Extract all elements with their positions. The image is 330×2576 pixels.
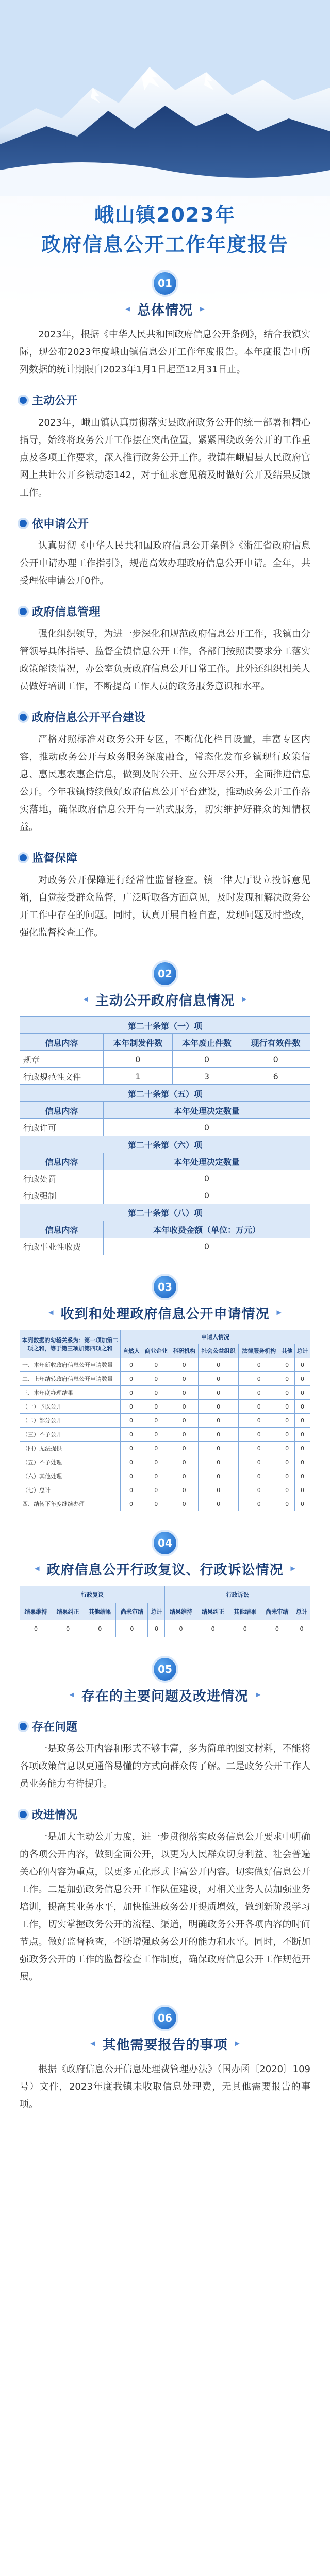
table-review-litigation	[0, 1586, 330, 1637]
table-cell: 本年处理决定数量	[104, 1153, 310, 1170]
table-cell: 0	[279, 1497, 295, 1511]
table-cell: 其他结果	[84, 1603, 116, 1620]
table-cell: 0	[121, 1358, 142, 1372]
table-row	[20, 1400, 310, 1414]
table-cell: 0	[279, 1455, 295, 1469]
table-cell: 0	[295, 1455, 310, 1469]
table-row	[20, 1238, 310, 1255]
triangle-icon: ▶	[200, 304, 205, 312]
table-row	[20, 1330, 310, 1344]
table-cell: 总计	[295, 1344, 310, 1358]
subhead-platform-building: 政府信息公开平台建设	[20, 709, 310, 725]
triangle-icon: ◀	[90, 2039, 95, 2047]
table-cell: 科研机构	[170, 1344, 198, 1358]
table-cell: 0	[170, 1455, 198, 1469]
table-cell: 0	[170, 1483, 198, 1497]
table-cell: 0	[198, 1428, 239, 1442]
table-cell: 尚未审结	[116, 1603, 148, 1620]
table-cell: （五）不予处理	[20, 1455, 121, 1469]
table-cell: 0	[239, 1455, 279, 1469]
section-title: 其他需要报告的事项	[102, 2038, 228, 2053]
triangle-icon: ◀	[69, 1690, 74, 1698]
table-row	[20, 1414, 310, 1428]
table-cell: 0	[170, 1386, 198, 1400]
table-cell: 尚未审结	[261, 1603, 293, 1620]
paragraph: 强化组织领导，为进一步深化和规范政府信息公开工作，我镇由分管领导具体指导、监督全镇信息公开工作，各部门按照责要求分工落实政策解读情况，办公室负责政府信息公开日常工作。此外还组织相关人员做好培训工作，不断提高工作人员的政务服务意识和水平。	[20, 629, 310, 692]
table-row	[20, 1204, 310, 1221]
table-row	[20, 1085, 310, 1102]
table-row	[20, 1187, 310, 1204]
bullet-dot-icon	[20, 1723, 27, 1730]
section-02-header	[0, 959, 330, 1009]
paragraph: 根据《政府信息公开信息处理费管理办法》（国办函〔2020〕109号）文件，2023年度我镇未收取信息处理费，无其他需要报告的事项。	[20, 2064, 310, 2110]
table-cell: 规章	[20, 1051, 104, 1068]
section-title: 收到和处理政府信息公开申请情况	[60, 1307, 270, 1322]
intro-paragraph: 2023年，根据《中华人民共和国政府信息公开条例》，结合我镇实际，现公布2023年度峨山镇信息公开工作年度报告。本年度报告中所列数据的统计期限自2023年1月1日起至12月31日止。	[20, 329, 310, 375]
table-cell: 其他结果	[229, 1603, 261, 1620]
section-06-header	[0, 2004, 330, 2054]
table-cell: 0	[279, 1469, 295, 1483]
table-cell: 6	[241, 1068, 310, 1085]
report-title	[0, 196, 330, 260]
section-title: 政府信息公开行政复议、行政诉讼情况	[46, 1563, 284, 1578]
table-cell: 0	[170, 1414, 198, 1428]
table-cell: 0	[170, 1372, 198, 1386]
table-cell: 0	[142, 1442, 170, 1455]
table-cell: 0	[197, 1620, 229, 1637]
section-number-badge: 03	[151, 1273, 179, 1301]
table-cell: 信息内容	[20, 1102, 104, 1119]
mountain-banner	[0, 0, 330, 196]
table-cell: 0	[142, 1428, 170, 1442]
table-row	[20, 1170, 310, 1187]
table-cell: 0	[104, 1187, 310, 1204]
paragraph: 一是政务公开内容和形式不够丰富，多为简单的图文材料，不能将各项政策信息以更通俗易懂的方式向群众传了解。二是政务公开工作人员业务能力有待提升。	[20, 1743, 310, 1789]
triangle-icon: ▶	[276, 1308, 282, 1316]
section-number-badge: 05	[151, 1655, 179, 1684]
section-01-header	[0, 269, 330, 319]
table-cell: 0	[279, 1400, 295, 1414]
section-title: 存在的主要问题及改进情况	[81, 1689, 249, 1704]
table-cell: 0	[198, 1358, 239, 1372]
table-cell: 0	[121, 1455, 142, 1469]
section-04-header	[0, 1529, 330, 1579]
table-cell: 0	[279, 1358, 295, 1372]
table-row	[20, 1034, 310, 1051]
table-row	[20, 1497, 310, 1511]
triangle-icon: ▶	[290, 1564, 295, 1572]
table-cell: 第二十条第（八）项	[20, 1204, 310, 1221]
table-row	[20, 1428, 310, 1442]
table-cell: 0	[165, 1620, 197, 1637]
table-cell: 0	[52, 1620, 84, 1637]
table-cell: 0	[170, 1497, 198, 1511]
section-title: 主动公开政府信息情况	[95, 993, 235, 1009]
table-cell: 0	[142, 1414, 170, 1428]
table-cell: 第二十条第（六）项	[20, 1136, 310, 1153]
table-cell: 三、本年度办理结果	[20, 1386, 121, 1400]
table-cell: 本列数据的勾稽关系为：第一项加第二项之和，等于第三项加第四项之和	[20, 1330, 121, 1358]
table-cell: 0	[104, 1051, 173, 1068]
table-cell: 0	[241, 1051, 310, 1068]
table-cell: 信息内容	[20, 1221, 104, 1238]
table-cell: 0	[142, 1400, 170, 1414]
table-cell: 0	[170, 1358, 198, 1372]
triangle-icon: ◀	[125, 304, 130, 312]
bullet-dot-icon	[20, 520, 27, 527]
table-cell: 0	[104, 1170, 310, 1187]
table-row	[20, 1469, 310, 1483]
table-cell: 0	[142, 1497, 170, 1511]
triangle-icon: ▶	[256, 1690, 261, 1698]
table-cell: 0	[279, 1483, 295, 1497]
bullet-dot-icon	[20, 714, 27, 721]
table-cell: 0	[239, 1386, 279, 1400]
table-cell: 现行有效件数	[241, 1034, 310, 1051]
table-cell: 0	[295, 1400, 310, 1414]
table-cell: （六）其他处理	[20, 1469, 121, 1483]
table-cell: 社会公益组织	[198, 1344, 239, 1358]
section-title: 总体情况	[137, 303, 193, 318]
table-cell: 0	[104, 1119, 310, 1136]
paragraph: 2023年，峨山镇认真贯彻落实县政府政务公开的统一部署和精心指导，始终将政务公开工作摆在突出位置，紧紧围绕政务公开的工作重点及各项工作要求，深入推行政务公开工作。我镇在峨眉县人民政府官网上共计公开乡镇动态142，对于征求意见稿及时做好公开及结果反馈工作。	[20, 417, 310, 498]
triangle-icon: ◀	[35, 1564, 40, 1572]
paragraph: 对政务公开保障进行经常性监督检查。镇一律大厅设立投诉意见箱，自觉接受群众监督，广泛听取各方面意见，及时发现和解决政务公开工作中存在的问题。同时，认真开展自检自查，发现问题及时整改，强化监督检查工作。	[20, 875, 310, 938]
table-cell: 0	[279, 1386, 295, 1400]
table-cell: 行政事业性收费	[20, 1238, 104, 1255]
table-cell: 0	[84, 1620, 116, 1637]
table-cell: 本年废止件数	[172, 1034, 241, 1051]
table-cell: 0	[121, 1386, 142, 1400]
snow-mountain-illustration	[0, 0, 330, 196]
table-row	[20, 1068, 310, 1085]
table-cell: （七）总计	[20, 1483, 121, 1497]
table-cell: 0	[295, 1428, 310, 1442]
table-cell: 3	[172, 1068, 241, 1085]
table-cell: 0	[229, 1620, 261, 1637]
table-cell: （三）不予公开	[20, 1428, 121, 1442]
table-cell: 信息内容	[20, 1034, 104, 1051]
table-cell: 0	[116, 1620, 148, 1637]
table-cell: 一、本年新收政府信息公开申请数量	[20, 1358, 121, 1372]
table-cell: 本年制发件数	[104, 1034, 173, 1051]
table-cell: 法律服务机构	[239, 1344, 279, 1358]
table-cell: 0	[198, 1386, 239, 1400]
table-cell: 0	[198, 1372, 239, 1386]
table-cell: 0	[239, 1428, 279, 1442]
table-cell: 0	[121, 1400, 142, 1414]
table-cell: 第二十条第（一）项	[20, 1017, 310, 1034]
table-cell: 0	[121, 1497, 142, 1511]
table-row	[20, 1102, 310, 1119]
section-number-badge: 06	[151, 2004, 179, 2032]
table-cell: 0	[121, 1414, 142, 1428]
table-cell: 0	[279, 1428, 295, 1442]
table-cell: 0	[142, 1358, 170, 1372]
table-cell: 0	[239, 1442, 279, 1455]
table-cell: 四、结转下年度继续办理	[20, 1497, 121, 1511]
title-line-2: 政府信息公开工作年度报告	[41, 233, 289, 256]
table-row	[20, 1136, 310, 1153]
table-active-disclosure	[0, 1016, 330, 1255]
section-05-content	[0, 1718, 330, 1986]
table-cell: 1	[104, 1068, 173, 1085]
table-cell: 0	[239, 1358, 279, 1372]
table-cell: 0	[295, 1414, 310, 1428]
table-cell: 0	[121, 1483, 142, 1497]
table-cell: 0	[170, 1400, 198, 1414]
paragraph: 严格对照标准对政务公开专区，不断优化栏目设置，丰富专区内容，推动政务公开与政务服务深度融合，常态化发布乡镇现行政策信息、惠民惠农惠企信息，做到及时公开、应公开尽公开，全面推进信息公开。今年我镇持续做好政府信息公开平台建设，推动政务公开工作落实落地，确保政府信息公开有一站式服务，切实维护好群众的知情权益。	[20, 734, 310, 833]
table-cell: 行政处罚	[20, 1170, 104, 1187]
table-cell: 行政强制	[20, 1187, 104, 1204]
table-row	[20, 1483, 310, 1497]
subhead-supervision: 监督保障	[20, 850, 310, 866]
table-cell: 0	[295, 1442, 310, 1455]
table-cell: 0	[239, 1497, 279, 1511]
table-cell: 商业企业	[142, 1344, 170, 1358]
paragraph: 一是加大主动公开力度，进一步贯彻落实政务信息公开要求中明确的各项公开内容，做到全面公开，以更为人民群众切身利益、社会普遍关心的内容为重点，以更多元化形式丰富公开内容。切实做好信息公开工作。二是加强政务信息公开工作队伍建设，对相关业务人员加强业务培训，提高其业务水平，加快推进政务公开提质增效，做到新阶段学习工作，切实掌握政务公开的流程、渠道，明确政务公开各项内容的时间节点。做好监督检查，不断增强政务公开的能力和水平。同时，不断加强政务公开的工作的监督检查工作制度，确保政府信息公开工作规范开展。	[20, 1832, 310, 1982]
subhead-improvements: 改进情况	[20, 1806, 310, 1822]
table-row	[20, 1442, 310, 1455]
table-cell: 0	[121, 1372, 142, 1386]
table-cell: 0	[121, 1469, 142, 1483]
table-cell: 0	[295, 1483, 310, 1497]
table-cell: 0	[295, 1469, 310, 1483]
table-cell: 0	[104, 1238, 310, 1255]
table-row	[20, 1372, 310, 1386]
triangle-icon: ▶	[235, 2039, 240, 2047]
bullet-dot-icon	[20, 608, 27, 615]
bullet-dot-icon	[20, 1811, 27, 1818]
section-number-badge: 04	[151, 1529, 179, 1557]
table-row	[20, 1017, 310, 1034]
table-cell: 0	[121, 1442, 142, 1455]
table-cell: 0	[142, 1469, 170, 1483]
table-row	[20, 1603, 310, 1620]
table-cell: （一）予以公开	[20, 1400, 121, 1414]
table-cell: 0	[239, 1372, 279, 1386]
table-cell: （四）无法提供	[20, 1442, 121, 1455]
section-06-content	[0, 2061, 330, 2113]
table-cell: 0	[279, 1372, 295, 1386]
table-cell: 0	[261, 1620, 293, 1637]
table-cell: 0	[239, 1400, 279, 1414]
section-05-header	[0, 1655, 330, 1705]
bullet-dot-icon	[20, 854, 27, 861]
title-line-1: 峨山镇2023年	[94, 204, 236, 226]
table-cell: 0	[295, 1497, 310, 1511]
table-cell: 0	[142, 1372, 170, 1386]
section-number-badge: 01	[151, 269, 179, 298]
table-cell: 行政复议	[20, 1586, 165, 1603]
table-cell: 本年处理决定数量	[104, 1102, 310, 1119]
table-cell: 信息内容	[20, 1153, 104, 1170]
table-cell: 二、上年结转政府信息公开申请数量	[20, 1372, 121, 1386]
triangle-icon: ▶	[242, 995, 247, 1003]
paragraph: 认真贯彻《中华人民共和国政府信息公开条例》《浙江省政府信息公开申请办理工作指引》，规范高效办理政府信息公开申请。全年，共受理依申请公开0件。	[20, 540, 310, 586]
table-cell: 其他	[279, 1344, 295, 1358]
bullet-dot-icon	[20, 397, 27, 404]
table-cell: 0	[198, 1442, 239, 1455]
table-cell: 0	[239, 1469, 279, 1483]
subhead-info-management: 政府信息管理	[20, 603, 310, 619]
section-01-content	[0, 326, 330, 942]
table-cell: 0	[142, 1483, 170, 1497]
table-applications	[0, 1330, 330, 1511]
table-cell: 0	[198, 1414, 239, 1428]
table-row	[20, 1386, 310, 1400]
table-cell: 行政规范性文件	[20, 1068, 104, 1085]
table-row	[20, 1119, 310, 1136]
table-cell: 0	[170, 1428, 198, 1442]
subhead-problems: 存在问题	[20, 1718, 310, 1734]
table-row	[20, 1586, 310, 1603]
section-number-badge: 02	[151, 959, 179, 988]
table-cell: 0	[172, 1051, 241, 1068]
table-cell: 0	[198, 1469, 239, 1483]
table-cell: 0	[293, 1620, 310, 1637]
table-cell: 0	[142, 1386, 170, 1400]
table-cell: 0	[121, 1428, 142, 1442]
table-cell: 本年收费金额（单位：万元）	[104, 1221, 310, 1238]
table-cell: 0	[295, 1358, 310, 1372]
table-cell: 0	[198, 1455, 239, 1469]
table-cell: 0	[148, 1620, 165, 1637]
table-cell: 0	[142, 1455, 170, 1469]
table-cell: 申请人情况	[121, 1330, 310, 1344]
table-cell: 结果维持	[20, 1603, 52, 1620]
table-cell: 0	[170, 1469, 198, 1483]
table-cell: （二）部分公开	[20, 1414, 121, 1428]
table-cell: 0	[239, 1483, 279, 1497]
table-cell: 结果纠正	[197, 1603, 229, 1620]
table-row	[20, 1620, 310, 1637]
table-cell: 自然人	[121, 1344, 142, 1358]
table-cell: 总计	[293, 1603, 310, 1620]
table-row	[20, 1153, 310, 1170]
table-row	[20, 1051, 310, 1068]
table-cell: 总计	[148, 1603, 165, 1620]
table-cell: 0	[279, 1442, 295, 1455]
table-cell: 0	[198, 1483, 239, 1497]
table-cell: 结果纠正	[52, 1603, 84, 1620]
table-cell: 行政许可	[20, 1119, 104, 1136]
table-cell: 0	[295, 1372, 310, 1386]
table-row	[20, 1221, 310, 1238]
table-cell: 0	[295, 1386, 310, 1400]
table-cell: 0	[198, 1400, 239, 1414]
table-cell: 0	[170, 1442, 198, 1455]
table-cell: 0	[20, 1620, 52, 1637]
table-cell: 0	[279, 1414, 295, 1428]
triangle-icon: ◀	[48, 1308, 54, 1316]
table-cell: 0	[198, 1497, 239, 1511]
subhead-active-disclosure: 主动公开	[20, 392, 310, 408]
table-cell: 结果维持	[165, 1603, 197, 1620]
triangle-icon: ◀	[83, 995, 88, 1003]
table-cell: 第二十条第（五）项	[20, 1085, 310, 1102]
table-row	[20, 1455, 310, 1469]
subhead-application-disclosure: 依申请公开	[20, 515, 310, 531]
table-cell: 0	[239, 1414, 279, 1428]
section-03-header	[0, 1273, 330, 1323]
table-cell: 行政诉讼	[165, 1586, 310, 1603]
table-row	[20, 1358, 310, 1372]
